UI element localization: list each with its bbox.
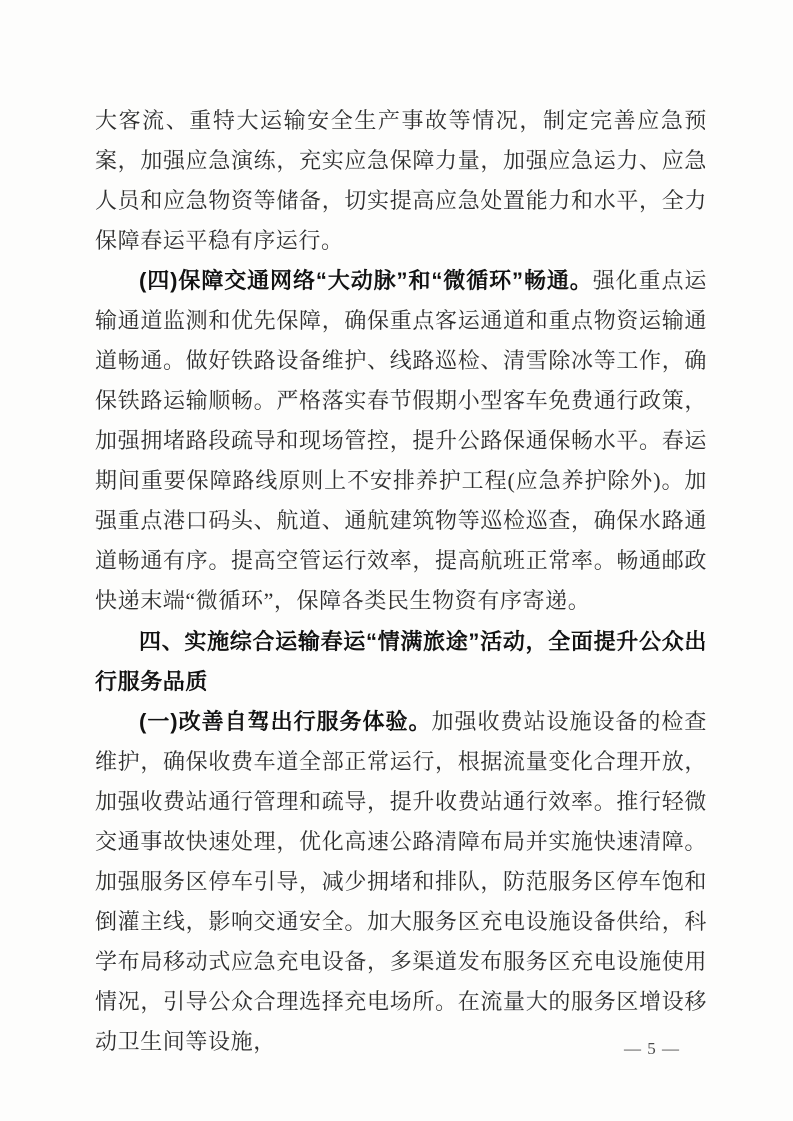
document-body bbox=[95, 101, 707, 1062]
para-item-1-self-driving bbox=[95, 702, 707, 1062]
para-item-4-network bbox=[95, 261, 707, 621]
emphasis-text: 四、实施综合运输春运“情满旅途”活动，全面提升公众出行服务品质 bbox=[95, 629, 707, 694]
heading-section-4 bbox=[95, 622, 707, 702]
para-emergency-continuation bbox=[95, 101, 707, 261]
emphasis-text: (四)保障交通网络“大动脉”和“微循环”畅通。 bbox=[139, 268, 593, 293]
page-number: — 5 — bbox=[624, 1039, 680, 1058]
body-text: 强化重点运输通道监测和优先保障，确保重点客运通道和重点物资运输通道畅通。做好铁路设备维护、线路巡检、清雪除冰等工作，确保铁路运输顺畅。严格落实春节假期小型客车免费通行政策，加强拥堵路段疏导和现场管控，提升公路保通保畅水平。春运期间重要保障路线原则上不安排养护工程(应急养护除外)。加强重点港口码头、航道、通航建筑物等巡检巡查，确保水路通道畅通有序。提高空管运行效率，提高航班正常率。畅通邮政快递末端“微循环”，保障各类民生物资有序寄递。 bbox=[95, 268, 707, 613]
body-text: 大客流、重特大运输安全生产事故等情况，制定完善应急预案，加强应急演练，充实应急保障力量，加强应急运力、应急人员和应急物资等储备，切实提高应急处置能力和水平，全力保障春运平稳有序运行。 bbox=[95, 108, 707, 253]
emphasis-text: (一)改善自驾出行服务体验。 bbox=[139, 709, 432, 734]
body-text: 加强收费站设施设备的检查维护，确保收费车道全部正常运行，根据流量变化合理开放，加强收费站通行管理和疏导，提升收费站通行效率。推行轻微交通事故快速处理，优化高速公路清障布局并实施快速清障。加强服务区停车引导，减少拥堵和排队，防范服务区停车饱和倒灌主线，影响交通安全。加大服务区充电设施设备供给，科学布局移动式应急充电设备，多渠道发布服务区充电设施使用情况，引导公众合理选择充电场所。在流量大的服务区增设移动卫生间等设施， bbox=[95, 709, 707, 1054]
